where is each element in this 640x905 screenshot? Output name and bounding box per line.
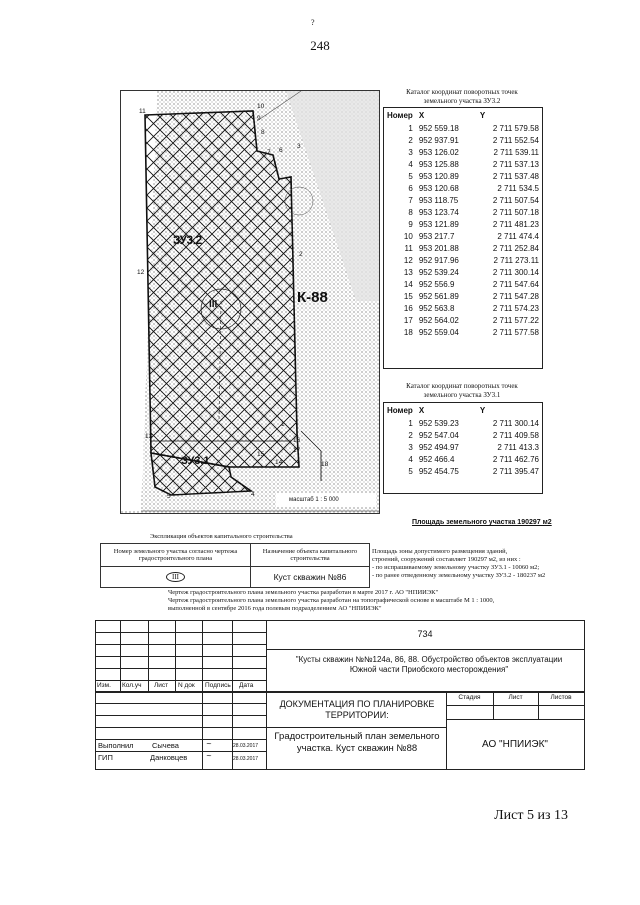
catalog2-cell-y: 2 711 537.48 — [492, 171, 539, 181]
explication-col1: Номер земельного участка согласно чертежа градостроительного плана — [101, 544, 251, 567]
catalog2-cell-n: 17 — [403, 315, 413, 325]
catalog2-row — [384, 278, 542, 290]
top-mark: ? — [311, 18, 315, 27]
catalog2-cell-n: 11 — [404, 243, 413, 253]
point-6: 6 — [279, 147, 283, 154]
catalog2-cell-y: 2 711 579.58 — [492, 123, 539, 133]
catalog2-cell-x: 953 120.89 — [418, 171, 459, 181]
catalog1-cell-x: 952 454.75 — [418, 466, 459, 476]
catalog2-cell-x: 952 917.96 — [418, 255, 459, 265]
catalog1-cell-y: 2 711 395.47 — [492, 466, 539, 476]
col-sign: Подпись — [205, 682, 231, 689]
catalog2-row — [384, 218, 542, 230]
catalog2-cell-y: 2 711 534.5 — [497, 183, 539, 193]
catalog2-row — [384, 170, 542, 182]
lists-label: Листов — [550, 694, 572, 701]
catalog2-cell-n: 4 — [408, 159, 413, 169]
doc-title: ДОКУМЕНТАЦИЯ ПО ПЛАНИРОВКЕ ТЕРРИТОРИИ: — [279, 699, 435, 720]
catalog2-cell-x: 952 556.9 — [418, 279, 455, 289]
catalog2-cell-y: 2 711 547.28 — [492, 291, 539, 301]
catalog1-cell-y: 2 711 413.3 — [497, 442, 539, 452]
catalog2-cell-n: 13 — [403, 267, 413, 277]
explication — [100, 543, 370, 588]
catalog2-row — [384, 254, 542, 266]
catalog2-cell-y: 2 711 547.64 — [492, 279, 539, 289]
catalog2-header-y: Y — [479, 110, 486, 120]
point-4: 4 — [251, 491, 255, 498]
catalog2-cell-x: 953 123.74 — [418, 207, 459, 217]
catalog2-cell-x: 953 125.88 — [418, 159, 459, 169]
name-performer: Сычева — [152, 741, 179, 750]
note-line3: выполненной в сентябре 2016 года полевым подразделением АО "НПИИЭК" — [168, 605, 382, 612]
catalog1-cell-y: 2 711 462.76 — [492, 454, 539, 464]
point-7: 7 — [267, 149, 271, 156]
catalog2-cell-x: 953 126.02 — [418, 147, 459, 157]
label-object-iii: III — [209, 299, 218, 310]
area-line2: строений, сооружений составляет 190297 м2, из них : — [372, 556, 521, 563]
catalog2-cell-n: 2 — [408, 135, 413, 145]
catalog1-header-num: Номер — [387, 405, 413, 415]
area-line3: - по испрашиваемому земельному участку ЗУ3.1 - 10060 м2; — [372, 564, 540, 571]
catalog2-cell-y: 2 711 252.84 — [492, 243, 539, 253]
catalog2-cell-y: 2 711 481.23 — [492, 219, 539, 229]
catalog2-row — [384, 290, 542, 302]
col-kol: Кол.уч — [122, 682, 142, 689]
catalog1-cell-x: 952 466.4 — [418, 454, 455, 464]
catalog2-row — [384, 194, 542, 206]
area-heading: Площадь земельного участка 190297 м2 — [412, 519, 552, 526]
col-izm: Изм. — [97, 682, 111, 689]
point-16: 16 — [293, 437, 301, 444]
catalog2-row — [384, 266, 542, 278]
point-9: 9 — [257, 115, 261, 122]
signature-performer: ~ — [206, 740, 212, 748]
site-plan-map — [120, 90, 380, 514]
catalog2-cell-y: 2 711 577.22 — [492, 315, 539, 325]
catalog2-header-num: Номер — [387, 110, 413, 120]
catalog2-row — [384, 242, 542, 254]
catalog2-cell-y: 2 711 507.54 — [492, 195, 539, 205]
signature-chief: ~ — [206, 752, 212, 760]
catalog1-cell-n: 2 — [408, 430, 413, 440]
date-performer: 28.03.2017 — [233, 743, 259, 749]
catalog1-row — [384, 465, 542, 477]
catalog2-cell-x: 952 559.04 — [418, 327, 459, 337]
notes — [168, 589, 588, 613]
catalog1-title — [382, 382, 542, 400]
catalog2-cell-n: 8 — [408, 207, 413, 217]
catalog1-header-y: Y — [479, 405, 486, 415]
point-12: 12 — [137, 269, 145, 276]
area-line1: Площадь зоны допустимого размещения зданий, — [372, 548, 508, 555]
catalog2-row — [384, 122, 542, 134]
catalog1-header-x: X — [418, 405, 425, 415]
catalog2-title-line1: Каталог координат поворотных точек — [406, 88, 518, 96]
project-code: 734 — [417, 629, 433, 639]
point-5: 5 — [167, 493, 171, 500]
point-2: 2 — [299, 251, 303, 258]
point-18: 18 — [321, 461, 329, 468]
catalog2-table — [384, 108, 542, 338]
sheet-count: Лист 5 из 13 — [494, 808, 568, 823]
catalog2-cell-n: 15 — [403, 291, 413, 301]
catalog2-cell-n: 9 — [408, 219, 413, 229]
catalog2-header-x: X — [418, 110, 425, 120]
catalog1-title-line1: Каталог координат поворотных точек — [406, 382, 518, 390]
label-cluster: К-88 — [297, 289, 328, 306]
note-line2: Чертеж градостроительного плана земельного участка разработан на топографической основе в масштабе М 1 : 1000, — [168, 597, 495, 604]
catalog2-cell-n: 16 — [403, 303, 413, 313]
explication-name: Куст скважин №86 — [251, 567, 370, 588]
catalog1-cell-n: 3 — [408, 442, 413, 452]
site-plan-drawing — [121, 91, 379, 513]
catalog2-cell-n: 14 — [403, 279, 413, 289]
organization: АО "НПИИЭК" — [482, 739, 548, 750]
catalog2-cell-y: 2 711 539.11 — [493, 147, 539, 157]
catalog2-cell-y: 2 711 552.54 — [492, 135, 539, 145]
catalog2-row — [384, 134, 542, 146]
list-label: Лист — [508, 694, 523, 701]
col-date: Дата — [239, 682, 254, 689]
catalog2-row — [384, 158, 542, 170]
catalog2-cell-x: 952 561.89 — [418, 291, 459, 301]
title-block — [95, 620, 585, 770]
catalog2-row — [384, 302, 542, 314]
catalog2-cell-x: 953 120.68 — [418, 183, 459, 193]
catalog1-cell-n: 4 — [408, 454, 413, 464]
catalog2-cell-x: 953 217.7 — [418, 231, 455, 241]
catalog1-row — [384, 429, 542, 441]
point-3: 3 — [297, 143, 301, 150]
catalog2-cell-y: 2 711 300.14 — [492, 267, 539, 277]
catalog2-box — [383, 107, 543, 369]
name-chief: Данковцев — [150, 753, 188, 762]
catalog2-cell-n: 18 — [403, 327, 413, 337]
catalog2-cell-y: 2 711 474.4 — [497, 231, 539, 241]
catalog2-cell-n: 3 — [408, 147, 413, 157]
catalog2-row — [384, 314, 542, 326]
catalog2-title — [382, 88, 542, 106]
date-chief: 28.03.2017 — [233, 756, 259, 762]
point-8: 8 — [261, 129, 265, 136]
explication-col2: Назначение объекта капитального строительства — [251, 544, 370, 567]
label-zu3-1: ЗУ3.1 — [181, 455, 210, 467]
area-line4: - по ранее отведенному земельному участку ЗУ3.2 - 180237 м2 — [372, 572, 546, 579]
sheet-title: Градостроительный план земельного участка. Куст скважин №88 — [274, 731, 440, 754]
catalog1-cell-x: 952 494.97 — [418, 442, 459, 452]
catalog2-row — [384, 326, 542, 338]
catalog1-cell-n: 5 — [408, 466, 413, 476]
catalog2-cell-x: 953 121.89 — [418, 219, 459, 229]
label-zu3-2: ЗУ3.2 — [173, 233, 202, 247]
catalog2-cell-n: 10 — [403, 231, 413, 241]
catalog2-cell-x: 952 563.8 — [418, 303, 455, 313]
catalog2-cell-y: 2 711 577.58 — [492, 327, 539, 337]
map-scale: масштаб 1 : 5 000 — [289, 497, 339, 503]
catalog1-cell-n: 1 — [408, 418, 413, 428]
catalog2-cell-n: 6 — [408, 183, 413, 193]
catalog1-cell-y: 2 711 300.14 — [492, 418, 539, 428]
point-15: 15 — [257, 451, 265, 458]
catalog2-cell-n: 12 — [403, 255, 413, 265]
explication-title: Экспликация объектов капитального строительства — [150, 533, 293, 540]
col-ndok: N док — [178, 682, 195, 689]
catalog2-cell-x: 952 539.24 — [418, 267, 459, 277]
catalog1-row — [384, 417, 542, 429]
point-13: 13 — [145, 433, 153, 440]
catalog2-cell-x: 953 118.75 — [418, 195, 459, 205]
explication-num: III — [166, 572, 185, 582]
catalog1-box — [383, 402, 543, 494]
catalog2-row — [384, 206, 542, 218]
area-text — [372, 548, 592, 580]
page-number: 248 — [310, 38, 330, 53]
catalog1-row — [384, 441, 542, 453]
point-17: 17 — [293, 447, 301, 454]
catalog2-row — [384, 230, 542, 242]
catalog2-cell-y: 2 711 507.18 — [492, 207, 539, 217]
catalog2-cell-x: 952 564.02 — [418, 315, 459, 325]
point-10: 10 — [257, 103, 265, 110]
catalog1-row — [384, 453, 542, 465]
catalog1-cell-y: 2 711 409.58 — [492, 430, 539, 440]
catalog2-cell-n: 1 — [408, 123, 413, 133]
role-chief: ГИП — [98, 753, 113, 762]
note-line1: Чертеж градостроительного плана земельного участка разработан в марте 2017 г. АО "НПИИЭК" — [168, 589, 439, 596]
catalog2-title-line2: земельного участка ЗУ3.2 — [423, 97, 501, 105]
catalog2-cell-n: 7 — [408, 195, 413, 205]
col-list: Лист — [154, 682, 169, 689]
catalog1-title-line2: земельного участка ЗУ3.1 — [423, 391, 501, 399]
catalog2-cell-y: 2 711 537.13 — [492, 159, 539, 169]
explication-table — [100, 543, 370, 588]
catalog1-cell-x: 952 547.04 — [418, 430, 459, 440]
catalog2-cell-x: 952 937.91 — [418, 135, 459, 145]
catalog2-cell-y: 2 711 574.23 — [492, 303, 539, 313]
point-11: 11 — [139, 108, 146, 115]
catalog2-cell-x: 952 559.18 — [418, 123, 459, 133]
project-name: "Кусты скважин №№124а, 86, 88. Обустройство объектов эксплуатации Южной части Приобского месторождения" — [295, 655, 563, 674]
catalog2-cell-x: 953 201.88 — [418, 243, 459, 253]
role-performer: Выполнил — [98, 741, 134, 750]
point-1: 1 — [281, 421, 285, 428]
catalog1-table — [384, 403, 542, 477]
catalog1-cell-x: 952 539.23 — [418, 418, 459, 428]
catalog2-cell-y: 2 711 273.11 — [493, 255, 539, 265]
catalog2-row — [384, 146, 542, 158]
catalog2-row — [384, 182, 542, 194]
catalog2-cell-n: 5 — [408, 171, 413, 181]
point-14: 14 — [275, 459, 283, 466]
stage-label: Стадия — [458, 694, 481, 701]
